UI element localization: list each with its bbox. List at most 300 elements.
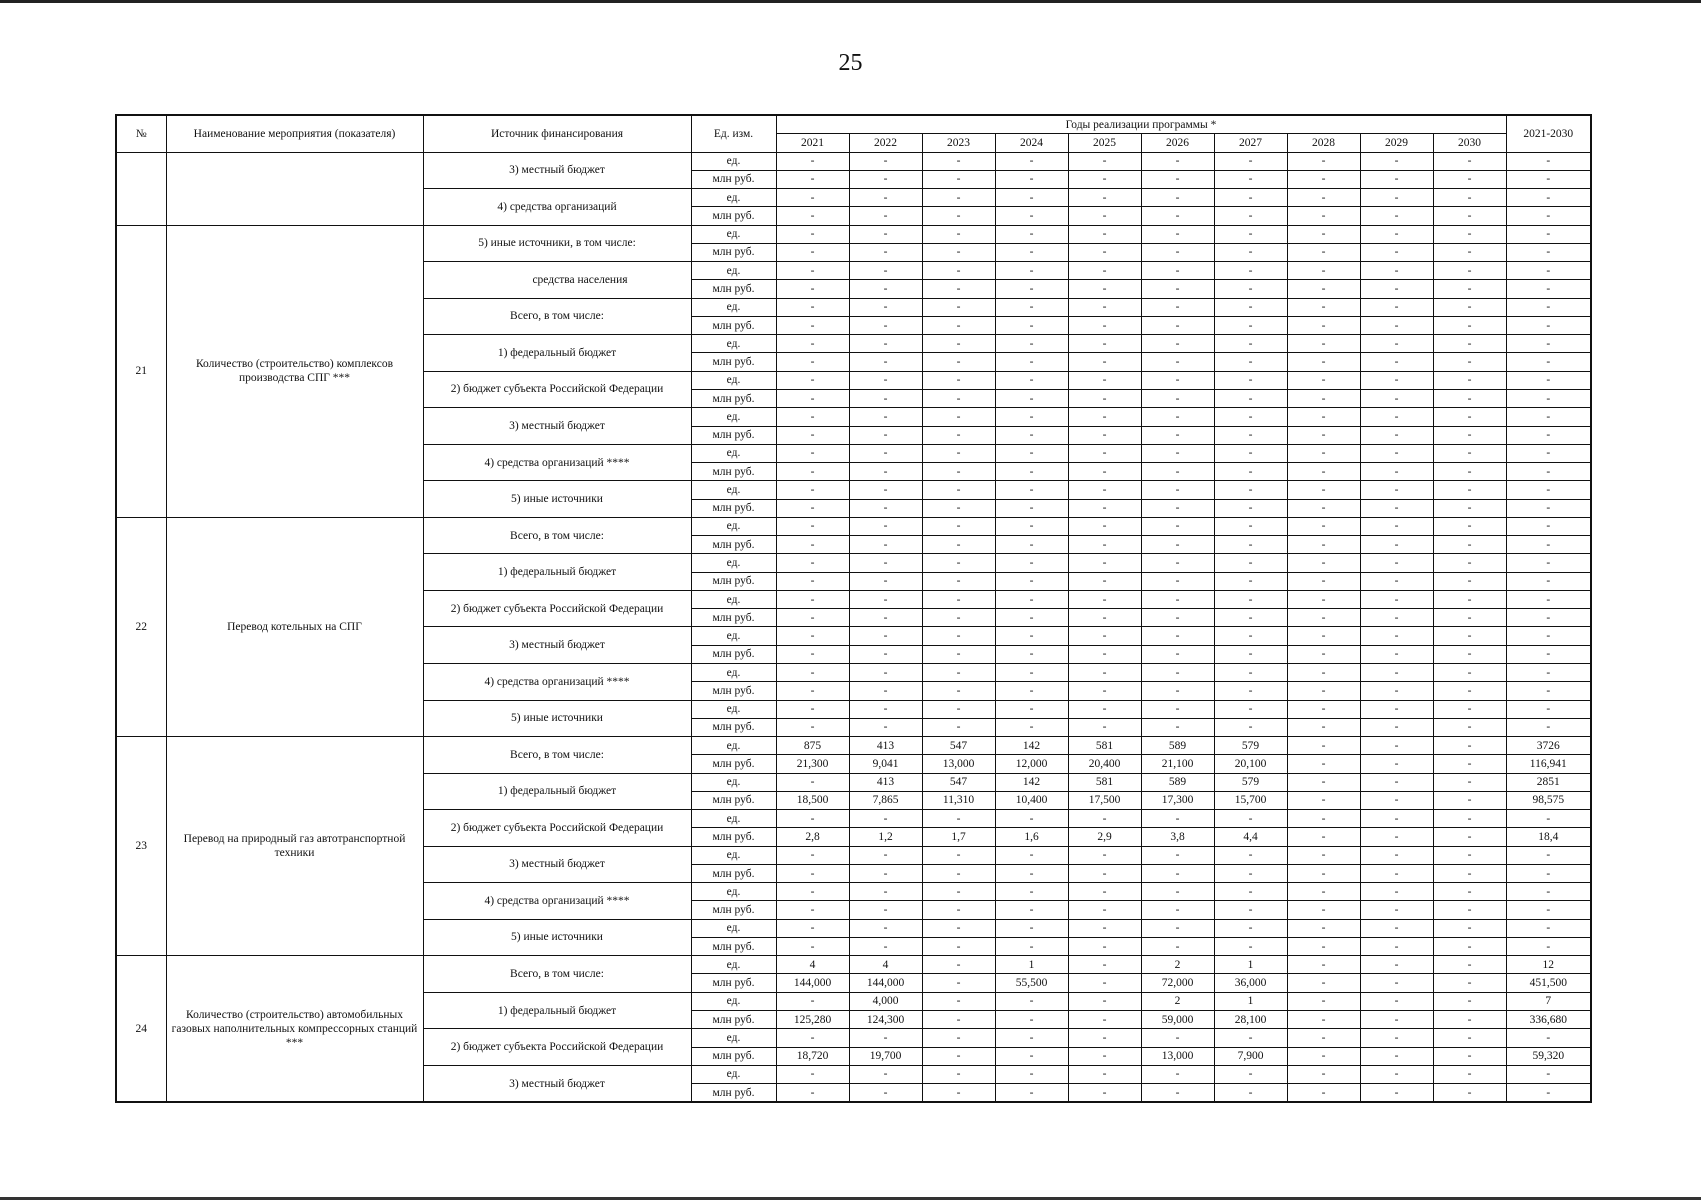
year-value-cell: - bbox=[1360, 1065, 1433, 1083]
year-value-cell: - bbox=[1287, 627, 1360, 645]
total-cell: 18,4 bbox=[1506, 828, 1591, 846]
funding-source: 5) иные источники bbox=[423, 919, 691, 956]
year-value-cell: - bbox=[849, 444, 922, 462]
total-cell: - bbox=[1506, 207, 1591, 225]
year-value-cell: - bbox=[995, 499, 1068, 517]
year-value-cell: - bbox=[1141, 718, 1214, 736]
year-value-cell: - bbox=[1360, 791, 1433, 809]
year-value-cell: - bbox=[849, 207, 922, 225]
year-value-cell: - bbox=[1360, 152, 1433, 170]
funding-source: 2) бюджет субъекта Российской Федерации bbox=[423, 1029, 691, 1066]
unit-cell: ед. bbox=[691, 298, 776, 316]
year-value-cell: - bbox=[1287, 718, 1360, 736]
year-value-cell: - bbox=[1214, 609, 1287, 627]
year-value-cell: - bbox=[922, 1065, 995, 1083]
year-value-cell: - bbox=[1214, 408, 1287, 426]
year-value-cell: - bbox=[922, 937, 995, 955]
year-value-cell: - bbox=[1433, 992, 1506, 1010]
table-row bbox=[116, 152, 1591, 170]
year-value-cell: - bbox=[1287, 590, 1360, 608]
header-total: 2021-2030 bbox=[1506, 115, 1591, 152]
year-value-cell: - bbox=[1287, 645, 1360, 663]
year-value-cell: - bbox=[1141, 810, 1214, 828]
funding-source: 4) средства организаций bbox=[423, 189, 691, 226]
year-value-cell: - bbox=[1214, 1029, 1287, 1047]
unit-cell: млн руб. bbox=[691, 499, 776, 517]
year-value-cell: - bbox=[1287, 974, 1360, 992]
year-value-cell: - bbox=[776, 189, 849, 207]
year-value-cell: - bbox=[849, 883, 922, 901]
year-value-cell: - bbox=[1068, 189, 1141, 207]
year-value-cell: - bbox=[776, 609, 849, 627]
year-value-cell: - bbox=[1214, 353, 1287, 371]
year-value-cell: - bbox=[995, 408, 1068, 426]
year-value-cell: - bbox=[849, 846, 922, 864]
year-value-cell: - bbox=[1433, 609, 1506, 627]
year-value-cell: - bbox=[1360, 1011, 1433, 1029]
year-value-cell: - bbox=[995, 243, 1068, 261]
header-year: 2022 bbox=[849, 134, 922, 152]
year-value-cell: - bbox=[1141, 517, 1214, 535]
year-value-cell: - bbox=[1141, 846, 1214, 864]
year-value-cell: - bbox=[922, 810, 995, 828]
year-value-cell: - bbox=[776, 298, 849, 316]
year-value-cell: - bbox=[1433, 353, 1506, 371]
unit-cell: млн руб. bbox=[691, 1047, 776, 1065]
unit-cell: млн руб. bbox=[691, 864, 776, 882]
page-number: 25 bbox=[838, 50, 863, 76]
year-value-cell: - bbox=[849, 1084, 922, 1103]
year-value-cell: - bbox=[1360, 810, 1433, 828]
year-value-cell: - bbox=[1433, 937, 1506, 955]
year-value-cell: - bbox=[1287, 189, 1360, 207]
unit-cell: млн руб. bbox=[691, 1084, 776, 1103]
year-value-cell: - bbox=[1141, 499, 1214, 517]
year-value-cell: - bbox=[1287, 389, 1360, 407]
year-value-cell: - bbox=[1287, 536, 1360, 554]
year-value-cell: - bbox=[1214, 1065, 1287, 1083]
total-cell: - bbox=[1506, 517, 1591, 535]
total-cell: - bbox=[1506, 846, 1591, 864]
year-value-cell: - bbox=[1360, 554, 1433, 572]
year-value-cell: - bbox=[1287, 919, 1360, 937]
year-value-cell: - bbox=[995, 517, 1068, 535]
year-value-cell: - bbox=[776, 499, 849, 517]
year-value-cell: - bbox=[1433, 572, 1506, 590]
year-value-cell: - bbox=[1360, 901, 1433, 919]
year-value-cell: - bbox=[995, 992, 1068, 1010]
total-cell: - bbox=[1506, 1084, 1591, 1103]
year-value-cell: 15,700 bbox=[1214, 791, 1287, 809]
funding-source: 4) средства организаций **** bbox=[423, 444, 691, 481]
unit-cell: млн руб. bbox=[691, 828, 776, 846]
header-unit: Ед. изм. bbox=[691, 115, 776, 152]
year-value-cell: - bbox=[1287, 225, 1360, 243]
year-value-cell: - bbox=[922, 700, 995, 718]
year-value-cell: - bbox=[776, 864, 849, 882]
year-value-cell: - bbox=[995, 554, 1068, 572]
table-row bbox=[116, 956, 1591, 974]
year-value-cell: - bbox=[849, 590, 922, 608]
year-value-cell: - bbox=[922, 590, 995, 608]
unit-cell: ед. bbox=[691, 152, 776, 170]
year-value-cell: - bbox=[776, 207, 849, 225]
year-value-cell: - bbox=[1214, 371, 1287, 389]
year-value-cell: - bbox=[1360, 846, 1433, 864]
year-value-cell: - bbox=[1141, 1065, 1214, 1083]
year-value-cell: - bbox=[1068, 1084, 1141, 1103]
year-value-cell: - bbox=[1141, 901, 1214, 919]
year-value-cell: - bbox=[1214, 243, 1287, 261]
year-value-cell: - bbox=[922, 663, 995, 681]
year-value-cell: - bbox=[1287, 280, 1360, 298]
year-value-cell: 59,000 bbox=[1141, 1011, 1214, 1029]
total-cell: - bbox=[1506, 225, 1591, 243]
total-cell: - bbox=[1506, 499, 1591, 517]
year-value-cell: 413 bbox=[849, 773, 922, 791]
year-value-cell: - bbox=[1214, 389, 1287, 407]
year-value-cell: - bbox=[922, 207, 995, 225]
total-cell: - bbox=[1506, 335, 1591, 353]
year-value-cell: - bbox=[922, 572, 995, 590]
year-value-cell: - bbox=[922, 645, 995, 663]
year-value-cell: - bbox=[1068, 663, 1141, 681]
year-value-cell: - bbox=[1214, 682, 1287, 700]
year-value-cell: - bbox=[1141, 243, 1214, 261]
item-name: Перевод котельных на СПГ bbox=[166, 517, 423, 736]
year-value-cell: - bbox=[1360, 207, 1433, 225]
total-cell: 12 bbox=[1506, 956, 1591, 974]
item-number: 22 bbox=[116, 517, 166, 736]
total-cell: - bbox=[1506, 353, 1591, 371]
year-value-cell: - bbox=[849, 627, 922, 645]
year-value-cell: 13,000 bbox=[1141, 1047, 1214, 1065]
unit-cell: млн руб. bbox=[691, 243, 776, 261]
year-value-cell: - bbox=[922, 627, 995, 645]
year-value-cell: 142 bbox=[995, 737, 1068, 755]
year-value-cell: - bbox=[1360, 426, 1433, 444]
year-value-cell: - bbox=[995, 280, 1068, 298]
year-value-cell: - bbox=[1141, 170, 1214, 188]
year-value-cell: - bbox=[1433, 444, 1506, 462]
year-value-cell: - bbox=[849, 1029, 922, 1047]
year-value-cell: 1,7 bbox=[922, 828, 995, 846]
item-name bbox=[166, 152, 423, 225]
year-value-cell: - bbox=[776, 389, 849, 407]
unit-cell: ед. bbox=[691, 371, 776, 389]
year-value-cell: - bbox=[776, 517, 849, 535]
year-value-cell: - bbox=[922, 554, 995, 572]
total-cell: - bbox=[1506, 389, 1591, 407]
year-value-cell: - bbox=[1360, 189, 1433, 207]
year-value-cell: - bbox=[1141, 189, 1214, 207]
unit-cell: млн руб. bbox=[691, 791, 776, 809]
header-year: 2021 bbox=[776, 134, 849, 152]
unit-cell: млн руб. bbox=[691, 645, 776, 663]
year-value-cell: - bbox=[922, 225, 995, 243]
unit-cell: ед. bbox=[691, 444, 776, 462]
total-cell: 336,680 bbox=[1506, 1011, 1591, 1029]
year-value-cell: - bbox=[1287, 609, 1360, 627]
funding-source: Всего, в том числе: bbox=[423, 298, 691, 335]
year-value-cell: - bbox=[1214, 444, 1287, 462]
year-value-cell: - bbox=[1068, 846, 1141, 864]
unit-cell: ед. bbox=[691, 189, 776, 207]
financing-table bbox=[115, 114, 1592, 1103]
unit-cell: ед. bbox=[691, 517, 776, 535]
year-value-cell: - bbox=[1360, 682, 1433, 700]
year-value-cell: - bbox=[849, 280, 922, 298]
year-value-cell: - bbox=[849, 316, 922, 334]
year-value-cell: - bbox=[1360, 590, 1433, 608]
year-value-cell: 21,300 bbox=[776, 755, 849, 773]
total-cell: 7 bbox=[1506, 992, 1591, 1010]
header-year: 2025 bbox=[1068, 134, 1141, 152]
year-value-cell: - bbox=[922, 536, 995, 554]
year-value-cell: 3,8 bbox=[1141, 828, 1214, 846]
year-value-cell: 124,300 bbox=[849, 1011, 922, 1029]
unit-cell: ед. bbox=[691, 554, 776, 572]
year-value-cell: - bbox=[1141, 353, 1214, 371]
year-value-cell: - bbox=[1287, 1065, 1360, 1083]
year-value-cell: - bbox=[1360, 700, 1433, 718]
year-value-cell: - bbox=[849, 481, 922, 499]
total-cell: - bbox=[1506, 572, 1591, 590]
year-value-cell: - bbox=[849, 298, 922, 316]
total-cell: - bbox=[1506, 883, 1591, 901]
year-value-cell: - bbox=[1068, 1029, 1141, 1047]
year-value-cell: - bbox=[1360, 1047, 1433, 1065]
year-value-cell: - bbox=[1433, 316, 1506, 334]
year-value-cell: - bbox=[849, 353, 922, 371]
year-value-cell: - bbox=[995, 371, 1068, 389]
year-value-cell: - bbox=[849, 389, 922, 407]
year-value-cell: - bbox=[1214, 590, 1287, 608]
year-value-cell: - bbox=[1433, 700, 1506, 718]
year-value-cell: - bbox=[922, 1047, 995, 1065]
year-value-cell: - bbox=[1433, 152, 1506, 170]
year-value-cell: - bbox=[1141, 280, 1214, 298]
year-value-cell: 581 bbox=[1068, 737, 1141, 755]
year-value-cell: - bbox=[776, 481, 849, 499]
year-value-cell: - bbox=[1068, 864, 1141, 882]
year-value-cell: 12,000 bbox=[995, 755, 1068, 773]
total-cell: 2851 bbox=[1506, 773, 1591, 791]
year-value-cell: - bbox=[1360, 718, 1433, 736]
total-cell: - bbox=[1506, 682, 1591, 700]
year-value-cell: - bbox=[1068, 408, 1141, 426]
year-value-cell: - bbox=[1360, 517, 1433, 535]
year-value-cell: - bbox=[995, 846, 1068, 864]
year-value-cell: 4 bbox=[849, 956, 922, 974]
year-value-cell: - bbox=[776, 627, 849, 645]
year-value-cell: - bbox=[849, 718, 922, 736]
funding-source: 3) местный бюджет bbox=[423, 846, 691, 883]
year-value-cell: - bbox=[776, 846, 849, 864]
year-value-cell: - bbox=[922, 992, 995, 1010]
year-value-cell: - bbox=[849, 919, 922, 937]
year-value-cell: - bbox=[995, 645, 1068, 663]
year-value-cell: - bbox=[1068, 1065, 1141, 1083]
unit-cell: млн руб. bbox=[691, 389, 776, 407]
year-value-cell: 2 bbox=[1141, 956, 1214, 974]
year-value-cell: - bbox=[995, 682, 1068, 700]
year-value-cell: - bbox=[1287, 481, 1360, 499]
year-value-cell: - bbox=[1068, 919, 1141, 937]
year-value-cell: - bbox=[1214, 554, 1287, 572]
year-value-cell: - bbox=[1214, 919, 1287, 937]
year-value-cell: - bbox=[922, 499, 995, 517]
year-value-cell: - bbox=[1068, 371, 1141, 389]
year-value-cell: 36,000 bbox=[1214, 974, 1287, 992]
year-value-cell: - bbox=[922, 919, 995, 937]
total-cell: - bbox=[1506, 901, 1591, 919]
year-value-cell: - bbox=[995, 1065, 1068, 1083]
year-value-cell: - bbox=[849, 371, 922, 389]
year-value-cell: - bbox=[1360, 1084, 1433, 1103]
total-cell: - bbox=[1506, 243, 1591, 261]
item-number bbox=[116, 152, 166, 225]
year-value-cell: - bbox=[1287, 517, 1360, 535]
year-value-cell: - bbox=[1214, 280, 1287, 298]
total-cell: - bbox=[1506, 298, 1591, 316]
year-value-cell: - bbox=[776, 590, 849, 608]
year-value-cell: - bbox=[922, 1084, 995, 1103]
year-value-cell: - bbox=[1068, 609, 1141, 627]
year-value-cell: - bbox=[1287, 554, 1360, 572]
year-value-cell: - bbox=[1287, 663, 1360, 681]
year-value-cell: - bbox=[1068, 974, 1141, 992]
year-value-cell: - bbox=[995, 316, 1068, 334]
year-value-cell: - bbox=[1433, 974, 1506, 992]
year-value-cell: - bbox=[1433, 718, 1506, 736]
year-value-cell: - bbox=[1068, 956, 1141, 974]
year-value-cell: - bbox=[995, 901, 1068, 919]
year-value-cell: 413 bbox=[849, 737, 922, 755]
year-value-cell: - bbox=[1214, 189, 1287, 207]
year-value-cell: - bbox=[1360, 828, 1433, 846]
year-value-cell: - bbox=[995, 335, 1068, 353]
funding-source: 3) местный бюджет bbox=[423, 1065, 691, 1102]
year-value-cell: - bbox=[1433, 810, 1506, 828]
header-years-group: Годы реализации программы * bbox=[776, 115, 1506, 134]
year-value-cell: - bbox=[1360, 1029, 1433, 1047]
unit-cell: ед. bbox=[691, 846, 776, 864]
year-value-cell: - bbox=[1068, 901, 1141, 919]
unit-cell: млн руб. bbox=[691, 207, 776, 225]
funding-source: 2) бюджет субъекта Российской Федерации bbox=[423, 590, 691, 627]
unit-cell: млн руб. bbox=[691, 170, 776, 188]
year-value-cell: - bbox=[849, 864, 922, 882]
year-value-cell: - bbox=[922, 243, 995, 261]
year-value-cell: - bbox=[922, 517, 995, 535]
year-value-cell: - bbox=[1433, 755, 1506, 773]
unit-cell: млн руб. bbox=[691, 937, 776, 955]
year-value-cell: - bbox=[849, 463, 922, 481]
year-value-cell: - bbox=[1433, 554, 1506, 572]
table-row bbox=[116, 225, 1591, 243]
unit-cell: ед. bbox=[691, 590, 776, 608]
total-cell: - bbox=[1506, 1065, 1591, 1083]
year-value-cell: - bbox=[1433, 773, 1506, 791]
year-value-cell: - bbox=[1141, 152, 1214, 170]
total-cell: - bbox=[1506, 590, 1591, 608]
year-value-cell: - bbox=[1214, 810, 1287, 828]
year-value-cell: - bbox=[776, 152, 849, 170]
year-value-cell: - bbox=[1214, 700, 1287, 718]
year-value-cell: - bbox=[995, 262, 1068, 280]
year-value-cell: 10,400 bbox=[995, 791, 1068, 809]
unit-cell: ед. bbox=[691, 663, 776, 681]
year-value-cell: - bbox=[995, 1011, 1068, 1029]
year-value-cell: - bbox=[1214, 846, 1287, 864]
year-value-cell: 18,500 bbox=[776, 791, 849, 809]
year-value-cell: - bbox=[1360, 919, 1433, 937]
year-value-cell: - bbox=[1214, 1084, 1287, 1103]
year-value-cell: - bbox=[1287, 353, 1360, 371]
year-value-cell: - bbox=[849, 243, 922, 261]
year-value-cell: - bbox=[1141, 590, 1214, 608]
year-value-cell: 581 bbox=[1068, 773, 1141, 791]
year-value-cell: - bbox=[995, 444, 1068, 462]
year-value-cell: - bbox=[1068, 353, 1141, 371]
year-value-cell: - bbox=[1433, 481, 1506, 499]
year-value-cell: - bbox=[1360, 645, 1433, 663]
total-cell: 3726 bbox=[1506, 737, 1591, 755]
year-value-cell: - bbox=[776, 262, 849, 280]
year-value-cell: - bbox=[1287, 298, 1360, 316]
total-cell: - bbox=[1506, 481, 1591, 499]
year-value-cell: - bbox=[1068, 883, 1141, 901]
unit-cell: ед. bbox=[691, 919, 776, 937]
year-value-cell: - bbox=[1360, 992, 1433, 1010]
year-value-cell: - bbox=[849, 517, 922, 535]
year-value-cell: 19,700 bbox=[849, 1047, 922, 1065]
year-value-cell: - bbox=[849, 901, 922, 919]
header-name: Наименование мероприятия (показателя) bbox=[166, 115, 423, 152]
year-value-cell: - bbox=[776, 645, 849, 663]
year-value-cell: - bbox=[1068, 444, 1141, 462]
year-value-cell: - bbox=[1433, 828, 1506, 846]
year-value-cell: 7,865 bbox=[849, 791, 922, 809]
year-value-cell: - bbox=[995, 225, 1068, 243]
total-cell: - bbox=[1506, 609, 1591, 627]
year-value-cell: - bbox=[1360, 755, 1433, 773]
year-value-cell: - bbox=[1068, 262, 1141, 280]
year-value-cell: - bbox=[1287, 791, 1360, 809]
year-value-cell: - bbox=[849, 937, 922, 955]
year-value-cell: - bbox=[1214, 316, 1287, 334]
total-cell: 98,575 bbox=[1506, 791, 1591, 809]
year-value-cell: - bbox=[1287, 1029, 1360, 1047]
year-value-cell: - bbox=[776, 353, 849, 371]
year-value-cell: - bbox=[1433, 189, 1506, 207]
year-value-cell: - bbox=[1287, 371, 1360, 389]
year-value-cell: - bbox=[1068, 499, 1141, 517]
year-value-cell: - bbox=[922, 974, 995, 992]
total-cell: - bbox=[1506, 1029, 1591, 1047]
year-value-cell: - bbox=[1141, 700, 1214, 718]
year-value-cell: - bbox=[849, 554, 922, 572]
year-value-cell: - bbox=[922, 426, 995, 444]
year-value-cell: - bbox=[849, 189, 922, 207]
year-value-cell: - bbox=[922, 408, 995, 426]
year-value-cell: - bbox=[1141, 609, 1214, 627]
year-value-cell: - bbox=[776, 408, 849, 426]
unit-cell: млн руб. bbox=[691, 353, 776, 371]
year-value-cell: - bbox=[1214, 663, 1287, 681]
year-value-cell: - bbox=[1214, 536, 1287, 554]
